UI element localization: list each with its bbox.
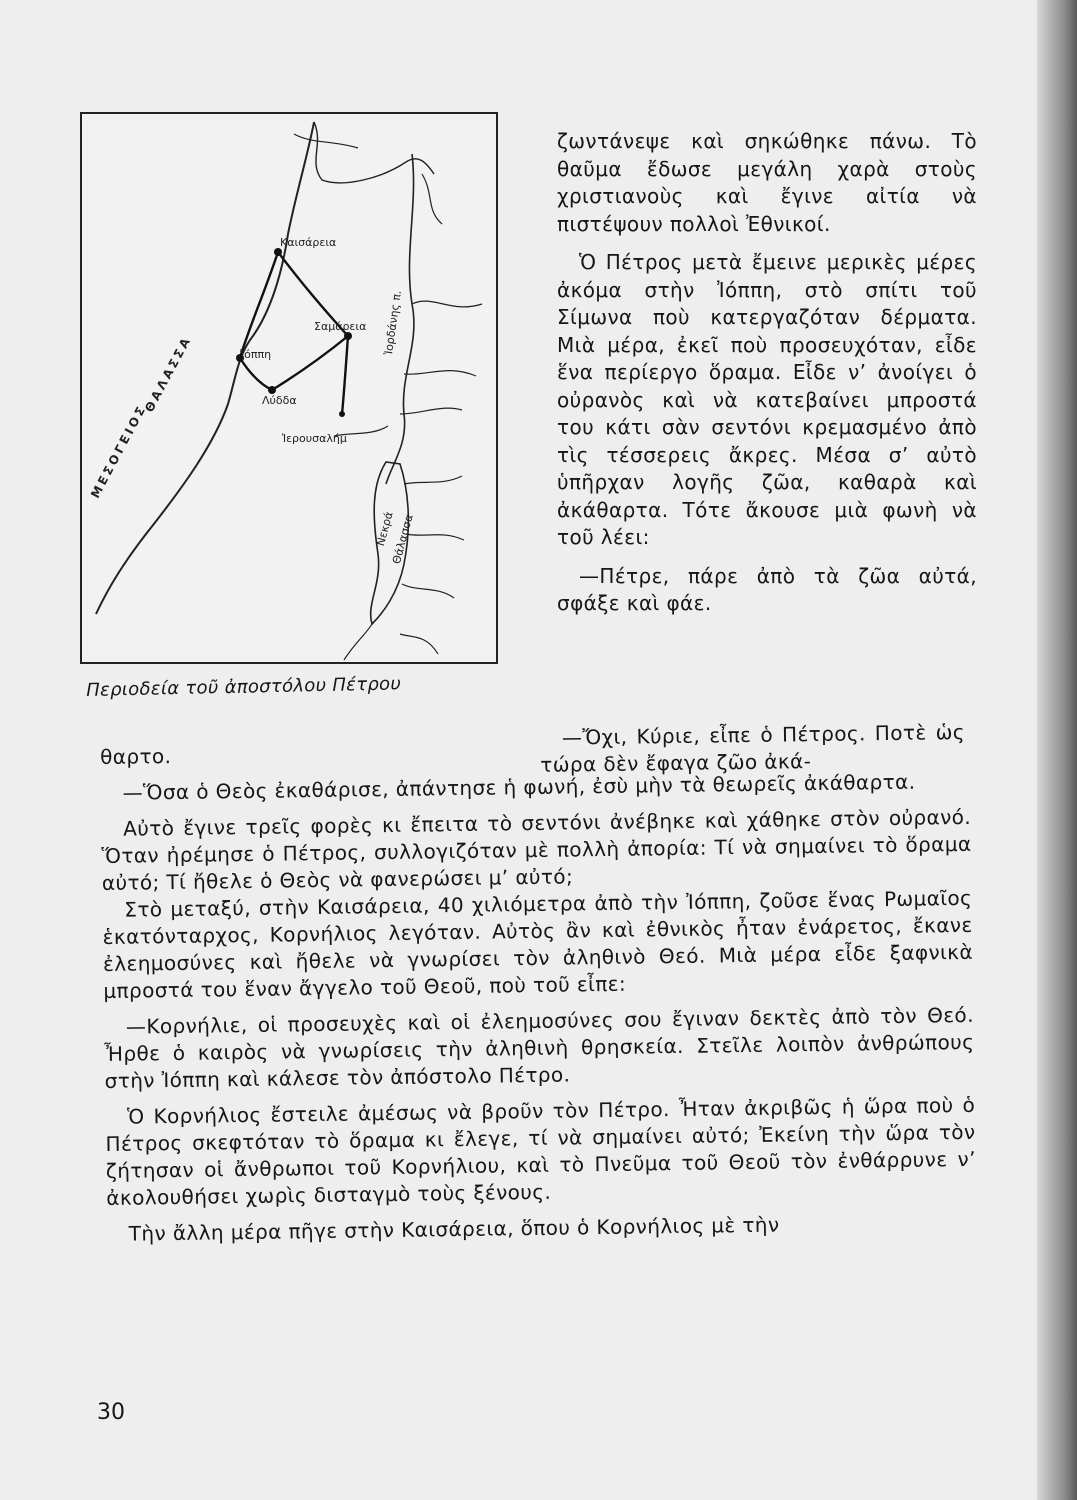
column-paragraph-2: Ὁ Πέτρος μετὰ ἔμεινε μερικὲς μέρες ἀκόμα στὴν Ἰόππη, στὸ σπίτι τοῦ Σίμωνα ποὺ κατεργαζόταν δέρματα. Μιὰ μέρα, ἐκεῖ ποὺ προσευχόταν, εἶδε ἕνα περίεργο ὅραμα. Εἶδε ν’ ἀνοίγει ὁ οὐρανὸς καὶ νὰ κατεβαίνει μπροστά του κάτι σὰν σεντόνι κρεμασμένο ἀπὸ τὶς τέσσερεις ἄκρες. Μέσα σ’ αὐτὸ ὑπῆρχαν λογῆς ζῶα, καθαρὰ καὶ ἀκάθαρτα. Τότε ἄκουσε μιὰ φωνὴ νὰ τοῦ λέει: (557, 250, 977, 549)
town-samareia (344, 332, 352, 340)
town-kaisareia (274, 248, 282, 256)
full-width-text (100, 719, 977, 1248)
label-samareia: Σαμάρεια (314, 320, 367, 333)
column-paragraph-1: ζωντάνεψε καὶ σηκώθηκε πάνω. Τὸ θαῦμα ἔδωσε μεγάλη χαρὰ στοὺς χριστιανοὺς καὶ ἔγινε αἰτία νὰ πιστέψουν πολλοὶ Ἐθνικοί. (557, 129, 977, 236)
label-kaisareia: Καισάρεια (280, 236, 337, 249)
dialogue-start: —Ὄχι, Κύριε, εἶπε ὁ Πέτρος. Ποτὲ ὡς τώρα δὲν ἔφαγα ζῶο ἀκά- (540, 719, 966, 777)
town-lydda (268, 386, 276, 394)
label-ioppi: Ἰόππη (240, 348, 272, 361)
body-paragraph-4: —Κορνήλιε, οἱ προσευχὲς καὶ οἱ ἐλεημοσύνες σου ἔγιναν δεκτὲς ἀπὸ τὸν Θεό. Ἦρθε ὁ καιρὸς νὰ γνωρίσεις τὴν ἀληθινὴ θρησκεία. Στεῖλε λοιπὸν ἀνθρώπους στὴν Ἰόππη καὶ κάλεσε τὸν ἀπόστολο Πέτρο. (104, 1002, 975, 1093)
body-paragraph-2: Αὐτὸ ἔγινε τρεῖς φορὲς κι ἔπειτα τὸ σεντόνι ἀνέβηκε καὶ χάθηκε στὸν οὐρανό. Ὅταν ἠρέμησε ὁ Πέτρος, συλλογιζόταν μὲ πολλὴ ἀπορία: Τί νὰ σημαίνει τὸ ὅραμα αὐτό; Τί ἤθελε ὁ Θεὸς νὰ φανερώσει μ’ αὐτό; (101, 804, 972, 895)
map-caption: Περιοδεία τοῦ ἀποστόλου Πέτρου (86, 673, 402, 701)
label-ierousalim: Ἱερουσαλήμ (282, 432, 347, 445)
label-nekra: Νεκρά (374, 510, 396, 548)
label-sea-mesogeios: ΜΕΣΟΓΕΙΟΣ (88, 401, 150, 501)
page-edge-shadow (1037, 0, 1077, 1500)
body-paragraph-1: —Ὅσα ὁ Θεὸς ἐκαθάρισε, ἀπάντησε ἡ φωνή, ἐσὺ μὴν τὰ θεωρεῖς ἀκάθαρτα. (122, 769, 916, 805)
label-sea-thalassa: ΘΑΛΑΣΣΑ (142, 333, 195, 415)
label-thalassa: Θάλασσα (390, 512, 416, 566)
body-paragraph-6: Τὴν ἄλλη μέρα πῆγε στὴν Καισάρεια, ὅπου ὁ Κορνήλιος μὲ τὴν (128, 1212, 780, 1246)
right-column (557, 128, 977, 618)
dialogue-end: θαρτο. (100, 744, 172, 769)
label-lydda: Λύδδα (262, 394, 297, 407)
town-ierousalim (339, 411, 345, 417)
page-number: 30 (97, 1400, 125, 1425)
label-iordanis: Ἰορδάνης π. (382, 289, 404, 356)
column-paragraph-3: —Πέτρε, πάρε ἀπὸ τὰ ζῶα αὐτά, σφάξε καὶ φάε. (557, 563, 977, 615)
map-drawing (82, 114, 496, 662)
northern-river (314, 122, 434, 183)
map-figure (80, 112, 498, 664)
body-paragraph-5: Ὁ Κορνήλιος ἔστειλε ἀμέσως νὰ βροῦν τὸν Πέτρο. Ἦταν ἀκριβῶς ἡ ὥρα ποὺ ὁ Πέτρος σκεφτόταν τὸ ὅραμα κι ἔλεγε, τί νὰ σημαίνει αὐτό; Ἐκείνη τὴν ὥρα τὸν ζήτησαν οἱ ἄνθρωποι τοῦ Κορνήλιου, καὶ τὸ Πνεῦμα τοῦ Θεοῦ τὸν ἐνθάρρυνε ν’ ἀκολουθήσει χωρὶς δισταγμὸ τοὺς ξένους. (105, 1092, 977, 1210)
body-paragraph-3: Στὸ μεταξύ, στὴν Καισάρεια, 40 χιλιόμετρα ἀπὸ τὴν Ἰόππη, ζοῦσε ἕνας Ρωμαῖος ἑκατόνταρχος, Κορνήλιος λεγόταν. Αὐτὸς ἂν καὶ ἐθνικὸς ἦταν ἐνάρετος, ἔκανε ἐλεημοσύνες καὶ ἤθελε νὰ γνωρίσει τὸν ἀληθινὸ Θεό. Μιὰ μέρα εἶδε ξαφνικὰ μπροστά του ἕναν ἄγγελο τοῦ Θεοῦ, ποὺ τοῦ εἶπε: (102, 885, 974, 1003)
coastline (96, 122, 314, 614)
